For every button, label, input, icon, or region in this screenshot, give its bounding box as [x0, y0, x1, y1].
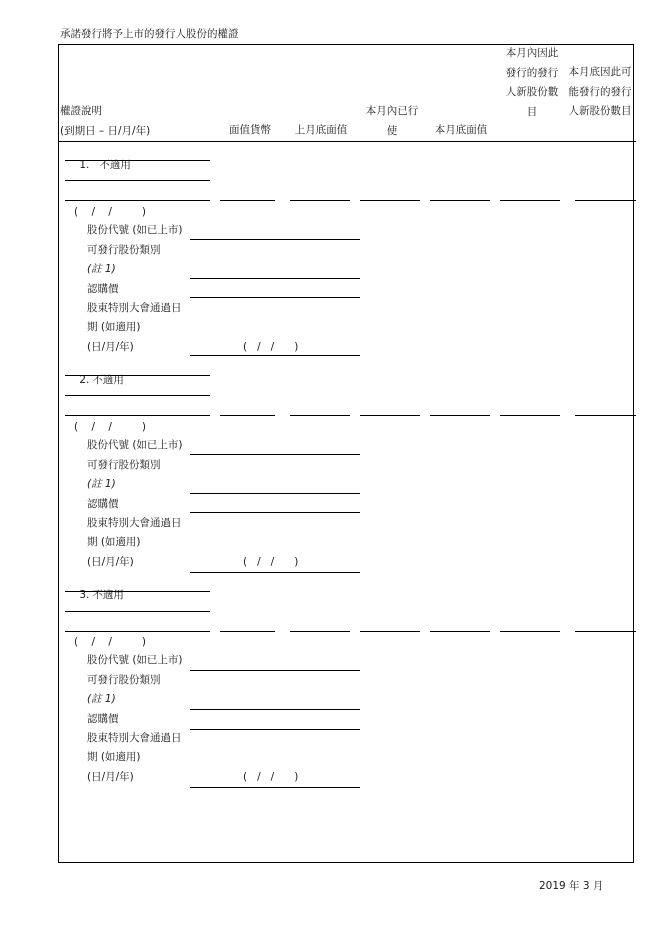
- new-shares-issued-field[interactable]: [500, 415, 560, 416]
- header-nominal-this-month-text: 本月底面值: [434, 124, 488, 136]
- egm-date-underline: [190, 572, 360, 573]
- note-1-label: (註 1): [87, 263, 116, 275]
- header-nominal-currency-text: 面值貨幣: [229, 124, 271, 136]
- header-nominal-prev-month-text: 上月底面值: [294, 124, 348, 136]
- description-line-1[interactable]: [65, 591, 210, 592]
- header-nominal-prev-month: [288, 121, 354, 141]
- expiry-date-field[interactable]: ( / / ): [74, 636, 147, 648]
- header-description: [60, 102, 150, 141]
- description-line-1[interactable]: [65, 160, 210, 161]
- header-new-shares-issuable-line2: 能發行的發行: [568, 85, 632, 98]
- egm-date-underline: [190, 355, 360, 356]
- stock-code-label: 股份代號 (如已上市): [87, 654, 183, 666]
- nominal-prev-month-field[interactable]: [290, 200, 350, 201]
- header-new-shares-issuable-line1: 本月底因此可: [568, 66, 632, 78]
- exercised-field[interactable]: [360, 631, 420, 632]
- share-class-label: 可發行股份類別: [87, 459, 161, 471]
- note-1-label: (註 1): [87, 693, 116, 705]
- header-exercised: [360, 102, 424, 141]
- nominal-this-month-field[interactable]: [430, 200, 490, 201]
- header-separator: [58, 141, 636, 142]
- egm-date-label-line3: (日/月/年): [87, 341, 134, 353]
- egm-date-label-line2: 期 (如適用): [87, 751, 141, 763]
- exercised-field[interactable]: [360, 200, 420, 201]
- nominal-currency-field[interactable]: [220, 631, 275, 632]
- header-description-line2: (到期日 – 日/月/年): [60, 124, 151, 137]
- subscription-price-field[interactable]: [190, 729, 360, 730]
- share-class-field[interactable]: [190, 493, 360, 494]
- egm-date-label-line3: (日/月/年): [87, 771, 134, 783]
- new-shares-issuable-field[interactable]: [575, 415, 636, 416]
- header-new-shares-issued: [501, 44, 563, 122]
- header-new-shares-issuable: [565, 63, 635, 122]
- new-shares-issued-field[interactable]: [500, 631, 560, 632]
- egm-date-label-line2: 期 (如適用): [87, 321, 141, 333]
- subscription-price-field[interactable]: [190, 297, 360, 298]
- section-number: 1.: [79, 159, 90, 171]
- footer-date: 2019 年 3 月: [539, 880, 604, 892]
- header-new-shares-issuable-line3: 人新股份數目: [568, 105, 632, 117]
- egm-date-field[interactable]: ( / / ): [243, 556, 299, 568]
- section-number: 2.: [79, 374, 90, 386]
- section-number: 3.: [79, 589, 90, 601]
- nominal-prev-month-field[interactable]: [290, 631, 350, 632]
- header-new-shares-issued-line2: 發行的發行: [505, 66, 559, 79]
- nominal-this-month-field[interactable]: [430, 631, 490, 632]
- expiry-date-field[interactable]: ( / / ): [74, 206, 147, 218]
- subscription-price-label: 認購價: [87, 713, 119, 725]
- header-exercised-line1: 本月內已行: [365, 105, 419, 117]
- header-new-shares-issued-line4: 目: [526, 105, 538, 118]
- stock-code-label: 股份代號 (如已上市): [87, 224, 183, 236]
- nominal-prev-month-field[interactable]: [290, 415, 350, 416]
- egm-date-label-line1: 股東特別大會通過日: [87, 302, 182, 314]
- header-nominal-currency: [222, 121, 278, 141]
- share-class-field[interactable]: [190, 709, 360, 710]
- stock-code-field[interactable]: [190, 239, 360, 240]
- expiry-date-field[interactable]: ( / / ): [74, 421, 147, 433]
- header-nominal-this-month: [430, 121, 492, 141]
- egm-date-field[interactable]: ( / / ): [243, 341, 299, 353]
- new-shares-issued-field[interactable]: [500, 200, 560, 201]
- section-status: 不適用: [99, 159, 131, 171]
- subscription-price-label: 認購價: [87, 283, 119, 295]
- nominal-currency-field[interactable]: [220, 415, 275, 416]
- description-line-3[interactable]: [65, 200, 210, 201]
- egm-date-underline: [190, 787, 360, 788]
- stock-code-field[interactable]: [190, 454, 360, 455]
- egm-date-label-line3: (日/月/年): [87, 556, 134, 568]
- stock-code-field[interactable]: [190, 670, 360, 671]
- egm-date-label-line2: 期 (如適用): [87, 536, 141, 548]
- header-new-shares-issued-line1: 本月內因此: [505, 47, 559, 59]
- egm-date-label-line1: 股東特別大會通過日: [87, 732, 182, 744]
- description-line-3[interactable]: [65, 631, 210, 632]
- egm-date-field[interactable]: ( / / ): [243, 771, 299, 783]
- note-1-label: (註 1): [87, 478, 116, 490]
- share-class-label: 可發行股份類別: [87, 244, 161, 256]
- new-shares-issuable-field[interactable]: [575, 200, 636, 201]
- document-title: 承諾發行將予上市的發行人股份的權證: [60, 28, 239, 40]
- description-line-2[interactable]: [65, 395, 210, 396]
- share-class-label: 可發行股份類別: [87, 674, 161, 686]
- egm-date-label-line1: 股東特別大會通過日: [87, 517, 182, 529]
- subscription-price-label: 認購價: [87, 498, 119, 510]
- exercised-field[interactable]: [360, 415, 420, 416]
- section-3-heading: [66, 574, 124, 616]
- description-line-1[interactable]: [65, 375, 210, 376]
- section-status: 不適用: [92, 589, 124, 601]
- nominal-this-month-field[interactable]: [430, 415, 490, 416]
- description-line-3[interactable]: [65, 415, 210, 416]
- share-class-field[interactable]: [190, 278, 360, 279]
- description-line-2[interactable]: [65, 611, 210, 612]
- stock-code-label: 股份代號 (如已上市): [87, 439, 183, 451]
- header-description-line1: 權證說明: [60, 105, 102, 117]
- subscription-price-field[interactable]: [190, 512, 360, 513]
- nominal-currency-field[interactable]: [220, 200, 275, 201]
- header-new-shares-issued-line3: 人新股份數: [505, 86, 559, 98]
- header-exercised-line2: 使: [386, 124, 398, 137]
- section-status: 不適用: [92, 374, 124, 386]
- description-line-2[interactable]: [65, 180, 210, 181]
- new-shares-issuable-field[interactable]: [575, 631, 636, 632]
